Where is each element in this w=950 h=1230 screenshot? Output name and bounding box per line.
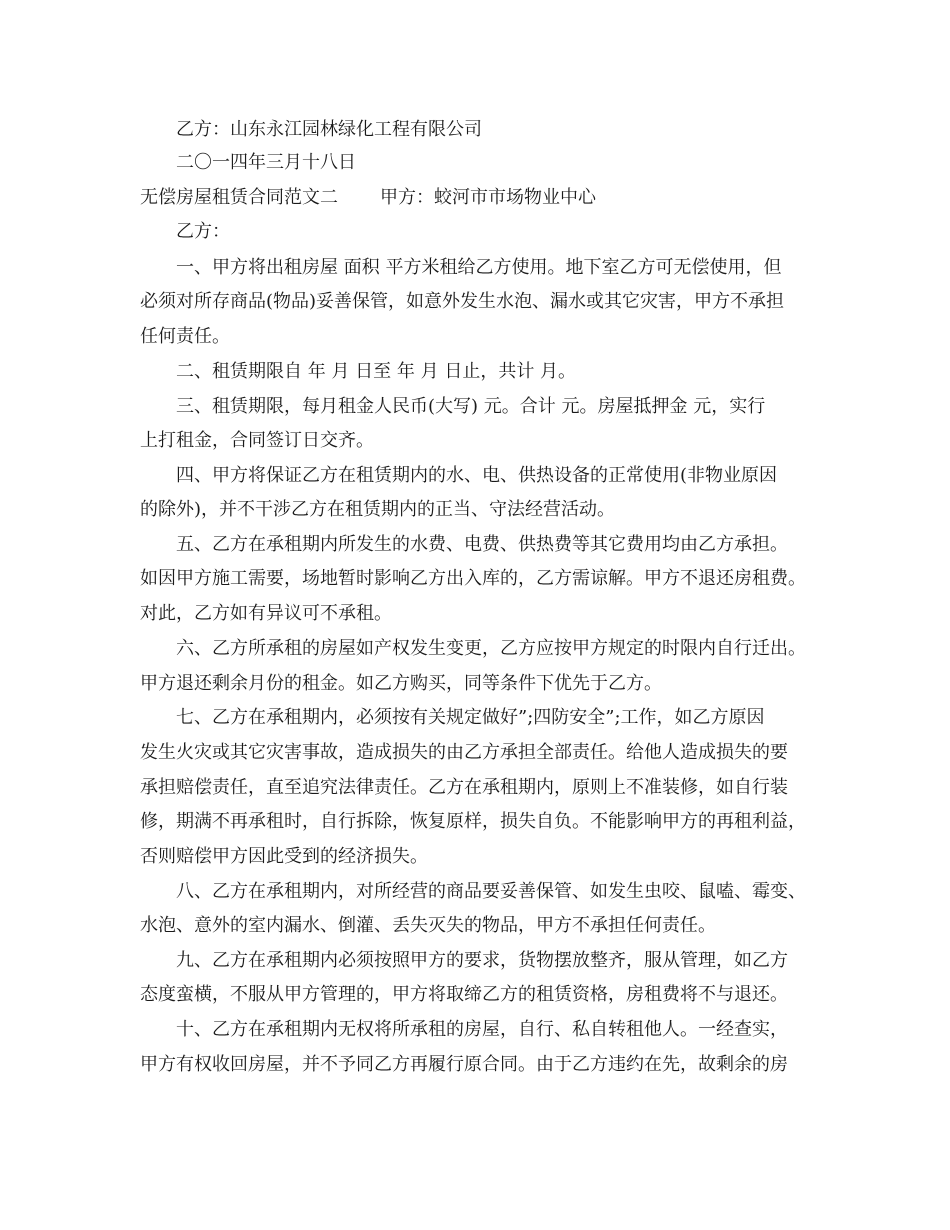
clause-5-line-2: 如因甲方施工需要，场地暂时影响乙方出入库的，乙方需谅解。甲方不退还房租费。 — [140, 568, 806, 589]
clause-1-line-1: 一、甲方将出租房屋 面积 平方米租给乙方使用。地下室乙方可无偿使用，但 — [176, 257, 782, 278]
clause-5-line-1: 五、乙方在承租期内所发生的水费、电费、供热费等其它费用均由乙方承担。 — [176, 534, 788, 555]
clause-1-line-3: 任何责任。 — [140, 326, 230, 347]
clause-6-line-1: 六、乙方所承租的房屋如产权发生变更，乙方应按甲方规定的时限内自行迁出。 — [176, 638, 806, 659]
clause-8-line-2: 水泡、意外的室内漏水、倒灌、丢失灭失的物品，甲方不承担任何责任。 — [140, 915, 716, 936]
party-b-line: 乙方： — [176, 221, 230, 242]
clause-10-line-1: 十、乙方在承租期内无权将所承租的房屋，自行、私自转租他人。一经查实， — [176, 1019, 788, 1040]
clause-7-line-2: 发生火灾或其它灾害事故，造成损失的由乙方承担全部责任。给他人造成损失的要 — [140, 742, 788, 763]
clause-7-line-4: 修，期满不再承租时，自行拆除，恢复原样，损失自负。不能影响甲方的再租利益， — [140, 811, 806, 832]
clause-3-line-1: 三、租赁期限，每月租金人民币(大写) 元。合计 元。房屋抵押金 元，实行 — [176, 396, 766, 417]
clause-9-line-2: 态度蛮横，不服从甲方管理的，甲方将取缔乙方的租赁资格，房租费将不与退还。 — [140, 984, 788, 1005]
date-line: 二〇一四年三月十八日 — [176, 152, 356, 173]
clause-10-line-2: 甲方有权收回房屋，并不予同乙方再履行原合同。由于乙方违约在先，故剩余的房 — [140, 1054, 788, 1075]
clause-6-line-2: 甲方退还剩余月份的租金。如乙方购买，同等条件下优先于乙方。 — [140, 673, 662, 694]
contract-title-line — [140, 186, 830, 210]
clause-4-line-2: 的除外)，并不干涉乙方在租赁期内的正当、守法经营活动。 — [140, 499, 616, 520]
clause-3-line-2: 上打租金，合同签订日交齐。 — [140, 430, 374, 451]
clause-2-line-1: 二、租赁期限自 年 月 日至 年 月 日止，共计 月。 — [176, 361, 577, 382]
clause-9-line-1: 九、乙方在承租期内必须按照甲方的要求，货物摆放整齐，服从管理，如乙方 — [176, 950, 788, 971]
party-a-line: 甲方：蛟河市市场物业中心 — [380, 187, 596, 208]
clause-5-line-3: 对此，乙方如有异议可不承租。 — [140, 603, 392, 624]
contract-title: 无偿房屋租赁合同范文二 — [140, 187, 338, 208]
clause-7-line-3: 承担赔偿责任，直至追究法律责任。乙方在承租期内，原则上不准装修，如自行装 — [140, 777, 788, 798]
clause-1-line-2: 必须对所存商品(物品)妥善保管，如意外发生水泡、漏水或其它灾害，甲方不承担 — [140, 291, 785, 312]
clause-4-line-1: 四、甲方将保证乙方在租赁期内的水、电、供热设备的正常使用(非物业原因 — [176, 465, 778, 486]
party-b-company-line: 乙方：山东永江园林绿化工程有限公司 — [176, 119, 482, 140]
clause-7-line-1: 七、乙方在承租期内，必须按有关规定做好”;四防安全”;工作，如乙方原因 — [176, 707, 765, 728]
clause-8-line-1: 八、乙方在承租期内，对所经营的商品要妥善保管、如发生虫咬、鼠嗑、霉变、 — [176, 881, 806, 902]
clause-7-line-5: 否则赔偿甲方因此受到的经济损失。 — [140, 846, 428, 867]
